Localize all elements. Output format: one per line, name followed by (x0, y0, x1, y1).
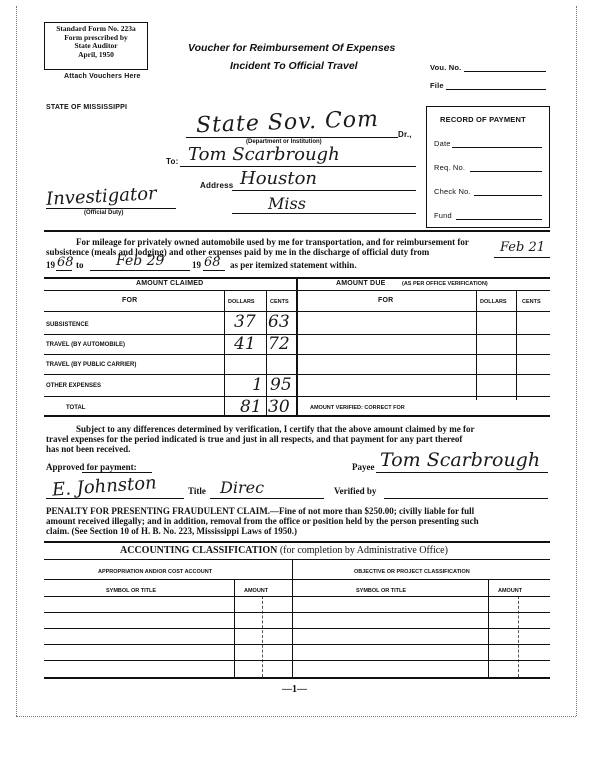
title-handwritten: Direc (220, 478, 265, 497)
payee-line (376, 472, 548, 473)
row-auto-label: TRAVEL (BY AUTOMOBILE) (46, 342, 126, 348)
voucher-number-line (464, 71, 546, 72)
verified-by-line (384, 498, 548, 499)
department-line (186, 137, 398, 138)
record-check-label: Check No. (434, 187, 471, 196)
amount-verified-label: AMOUNT VERIFIED: CORRECT FOR (310, 405, 405, 411)
page-number: —1— (282, 684, 307, 695)
claimed-for-header: FOR (122, 297, 138, 304)
row-total-label: TOTAL (66, 405, 86, 411)
address-line (232, 190, 416, 191)
duty-handwritten: Investigator (45, 183, 158, 210)
record-fund-label: Fund (434, 211, 452, 220)
form-title: Voucher for Reimbursement Of Expenses (188, 42, 396, 54)
penalty-line3: claim. (See Section 10 of H. B. No. 223, Mississippi Laws of 1950.) (46, 526, 297, 536)
due-for-header: FOR (378, 297, 394, 304)
approver-line (46, 498, 184, 499)
due-cents-header: CENTS (522, 299, 541, 305)
statement-within: as per itemized statement within. (230, 260, 357, 270)
voucher-number-label: Vou. No. (430, 63, 462, 72)
form-subtitle: Incident To Official Travel (230, 60, 358, 72)
row-other-dollars: 1 (252, 375, 263, 395)
payee-label: Payee (352, 462, 375, 472)
penalty-line1: PENALTY FOR PRESENTING FRAUDULENT CLAIM.—Fine of not more than $250.00; civilly liable for full (46, 506, 475, 516)
row-public-carrier-label: TRAVEL (BY PUBLIC CARRIER) (46, 362, 137, 368)
right-symbol-header: SYMBOL OR TITLE (356, 588, 407, 594)
department-caption: (Department or Institution) (246, 139, 322, 145)
row-subsistence-label: SUBSISTENCE (46, 322, 89, 328)
date-to-handwritten: Feb 29 (116, 253, 165, 269)
year1-prefix: 19 (46, 260, 55, 270)
right-edge (576, 6, 577, 716)
address-label: Address (200, 181, 234, 190)
claimed-dollars-header: DOLLARS (228, 299, 255, 305)
approved-label: Approved for payment: (46, 462, 137, 472)
year2-handwritten: 68 (204, 255, 221, 270)
form-number-line4: April, 1950 (78, 49, 114, 59)
date-from-line (494, 257, 550, 258)
accounting-title-sub: (for completion by Administrative Office) (279, 545, 448, 556)
title-label: Title (188, 486, 206, 496)
penalty-line2: amount received illegally; and in addition, removal from the office or position held by the person presenting such (46, 516, 479, 526)
certify-line1: Subject to any differences determined by verification, I certify that the above amount claimed by me for (76, 424, 475, 434)
year2-prefix: 19 (192, 260, 201, 270)
row-subsistence-cents: 63 (268, 312, 290, 332)
dr-label: Dr., (398, 130, 412, 139)
claimed-cents-header: CENTS (270, 299, 289, 305)
file-label: File (430, 81, 444, 90)
to-word: to (76, 260, 84, 270)
mileage-paragraph-line1: For mileage for privately owned automobile used by me for transportation, and for reimbursement for (76, 237, 469, 247)
address2-handwritten: Miss (268, 194, 306, 213)
year1-line (56, 270, 72, 271)
record-date-label: Date (434, 139, 451, 148)
form-number (44, 25, 148, 59)
left-amount-header: AMOUNT (244, 588, 269, 594)
record-req-line (470, 171, 542, 172)
amount-due-subheader: (AS PER OFFICE VERIFICATION) (402, 281, 488, 287)
duty-line (46, 208, 176, 209)
to-line (180, 166, 416, 167)
state-label: STATE OF MISSISSIPPI (46, 104, 128, 111)
separator-top (44, 230, 550, 232)
record-req-label: Req. No. (434, 163, 466, 172)
row-auto-dollars: 41 (234, 334, 256, 354)
row-subsistence-dollars: 37 (234, 312, 256, 332)
due-dollars-header: DOLLARS (480, 299, 507, 305)
record-fund-line (456, 219, 542, 220)
address2-line (232, 213, 416, 214)
appropriation-header: APPROPRIATION AND/OR COST ACCOUNT (98, 569, 213, 575)
file-line (446, 89, 546, 90)
row-other-cents: 95 (270, 375, 292, 395)
row-other-label: OTHER EXPENSES (46, 383, 102, 389)
form-number-line3: State Auditor (74, 41, 118, 50)
accounting-top-line (44, 541, 550, 543)
date-from-handwritten: Feb 21 (500, 240, 545, 255)
objective-header: OBJECTIVE OR PROJECT CLASSIFICATION (354, 569, 470, 575)
left-symbol-header: SYMBOL OR TITLE (106, 588, 157, 594)
record-title: RECORD OF PAYMENT (440, 115, 526, 124)
record-check-line (474, 195, 542, 196)
bottom-edge (16, 716, 576, 717)
mileage-paragraph-line2: subsistence (meals and lodging) and other expenses paid by me in the discharge of official duty from (46, 247, 430, 257)
accounting-title (120, 545, 448, 556)
attach-vouchers: Attach Vouchers Here (64, 73, 141, 80)
date-to-line (90, 270, 190, 271)
title-line (210, 498, 324, 499)
address1-handwritten: Houston (240, 168, 318, 189)
to-label: To: (166, 157, 179, 166)
year1-handwritten: 68 (57, 255, 74, 270)
left-edge (16, 6, 17, 716)
row-auto-cents: 72 (268, 334, 290, 354)
year2-line (203, 270, 225, 271)
payee-signature: Tom Scarbrough (380, 449, 541, 471)
certify-line2: travel expenses for the period indicated is true and just in all respects, and that payment for any part thereof (46, 434, 463, 444)
certify-line3: has not been received. (46, 444, 131, 454)
right-amount-header: AMOUNT (498, 588, 523, 594)
accounting-title-main: ACCOUNTING CLASSIFICATION (120, 545, 278, 556)
record-date-line (452, 147, 542, 148)
row-total-dollars: 81 (240, 397, 262, 417)
to-name-handwritten: Tom Scarbrough (188, 144, 340, 165)
form-number-line2: Form prescribed by (64, 32, 128, 42)
department-handwritten: State Sov. Com (195, 106, 380, 139)
duty-caption: (Official Duty) (84, 210, 124, 216)
approver-signature: E. Johnston (51, 472, 158, 501)
verified-by-label: Verified by (334, 486, 377, 496)
form-number-line1: Standard Form No. 223a (56, 24, 136, 33)
amount-due-header: AMOUNT DUE (336, 280, 386, 287)
row-total-cents: 30 (268, 397, 290, 417)
amount-claimed-header: AMOUNT CLAIMED (136, 280, 204, 287)
